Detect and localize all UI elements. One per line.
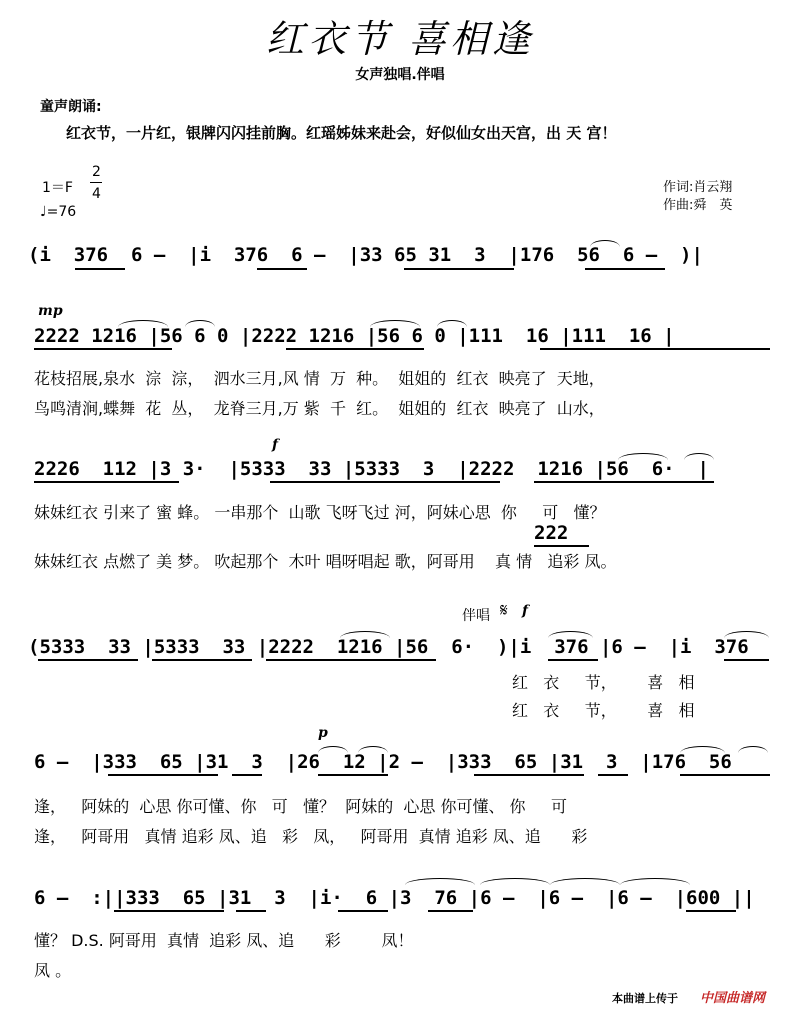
score-row-6-lyric-1: 懂？ D.S. 阿哥用 真情 追彩 凤、追 彩 凤！ xyxy=(34,931,414,950)
score-row-3-notes: 2226 112 |3 3· |5333 33 |5333 3 |2222 1216 |56 6· | xyxy=(34,458,709,480)
recitation-label: 童声朗诵: xyxy=(40,99,102,115)
underline xyxy=(152,659,252,661)
song-title: 红衣节 喜相逢 xyxy=(265,17,535,61)
dynamic-f: f xyxy=(272,437,279,453)
underline xyxy=(38,659,138,661)
recitation-text: 红衣节，一片红，银牌闪闪挂前胸。红瑶姊妹来赴会，好似仙女出天宫，出 天 宫！ xyxy=(66,124,617,142)
underline xyxy=(585,268,665,270)
underline xyxy=(34,348,172,350)
slur xyxy=(684,453,714,460)
song-subtitle: 女声独唱.伴唱 xyxy=(355,67,445,83)
accompany-marker: 伴唱 xyxy=(462,608,490,624)
underline xyxy=(75,268,125,270)
score-row-2-notes: 2222 1216 |56 6 0 |2222 1216 |56 6 0 |111 16 |111 16 | xyxy=(34,325,675,347)
slur xyxy=(370,320,420,327)
underline xyxy=(108,774,218,776)
underline xyxy=(598,774,628,776)
dynamic-mp: mp xyxy=(38,303,63,319)
score-row-4-notes: (5333 33 |5333 33 |2222 1216 |56 6· )|i 376 |6 – |i 376 xyxy=(28,636,749,658)
slur xyxy=(437,320,467,327)
segno-icon: 𝄋 xyxy=(500,600,508,621)
score-row-4-lyric-1: 红 衣 节， 喜 相 xyxy=(512,673,695,692)
slur xyxy=(480,878,550,885)
score-row-3-lyric-1: 妹妹红衣 引来了 蜜 蜂。 一串那个 山歌 飞呀飞过 河，阿妹心思 你 可 懂？ xyxy=(34,503,606,522)
lyricist-credit: 作词:肖云翔 xyxy=(663,180,733,195)
score-row-5-lyric-2: 逢， 阿哥用 真情 追彩 凤、追 彩 凤， 阿哥用 真情 追彩 凤、追 彩 xyxy=(34,827,588,846)
slur xyxy=(620,878,690,885)
slur xyxy=(358,746,388,753)
underline xyxy=(114,910,224,912)
site-logo: 中国曲谱网 xyxy=(700,991,766,1006)
slur xyxy=(185,320,215,327)
time-signature-bar xyxy=(90,182,102,183)
slur xyxy=(738,746,768,753)
underline xyxy=(548,659,598,661)
slur xyxy=(724,631,769,638)
underline xyxy=(540,348,770,350)
segno-dynamic-f: f xyxy=(522,603,529,619)
score-row-5-lyric-1: 逢， 阿妹的 心思 你可懂、你 可 懂？ 阿妹的 心思 你可懂、 你 可 xyxy=(34,797,567,816)
slur xyxy=(618,453,668,460)
underline xyxy=(338,910,388,912)
underline xyxy=(236,910,266,912)
key-signature: 1＝F xyxy=(42,180,73,196)
slur xyxy=(550,878,620,885)
underline xyxy=(680,774,770,776)
underline xyxy=(474,774,584,776)
underline xyxy=(232,774,262,776)
underline xyxy=(404,268,514,270)
score-row-5-notes: 6 – |333 65 |31 3 |26 12 |2 – |333 65 |31 3 |176 56 xyxy=(34,751,732,773)
score-row-1-notes: (i 376 6 – |i 376 6 – |33 65 31 3 |176 56 6 – )| xyxy=(28,244,703,266)
underline xyxy=(257,268,307,270)
slur xyxy=(680,746,725,753)
underline xyxy=(270,481,500,483)
underline xyxy=(686,910,736,912)
composer-credit: 作曲:舜 英 xyxy=(663,198,733,213)
score-row-3-lyric-2: 妹妹红衣 点燃了 美 梦。 吹起那个 木叶 唱呀唱起 歌，阿哥用 真 情 追彩 凤。 xyxy=(34,552,617,571)
score-row-2-lyric-2: 鸟鸣清涧,蝶舞 花 丛， 龙脊三月,万 紫 千 红。 姐姐的 红衣 映亮了 山水， xyxy=(34,399,605,418)
slur xyxy=(118,320,168,327)
score-row-6-lyric-2: 凤 。 xyxy=(34,961,72,980)
slur xyxy=(590,240,620,247)
underline xyxy=(318,774,388,776)
underline xyxy=(724,659,769,661)
underline xyxy=(534,545,589,547)
underline xyxy=(34,481,179,483)
underline xyxy=(266,659,436,661)
time-signature-bottom: 4 xyxy=(92,186,101,202)
underline xyxy=(428,910,473,912)
tempo-marking: ♩=76 xyxy=(40,204,77,220)
upload-note: 本曲谱上传于 xyxy=(612,992,678,1005)
slur xyxy=(318,746,348,753)
time-signature-top: 2 xyxy=(92,164,101,180)
slur xyxy=(405,878,475,885)
underline xyxy=(286,348,424,350)
underline xyxy=(534,481,714,483)
score-row-2-lyric-1: 花枝招展,泉水 淙 淙， 泗水三月,风 情 万 种。 姐姐的 红衣 映亮了 天地， xyxy=(34,369,605,388)
slur xyxy=(548,631,593,638)
score-row-6-notes: 6 – :||333 65 |31 3 |i· 6 |3 76 |6 – |6 – |6 – |600 || xyxy=(34,887,755,909)
dynamic-p: p xyxy=(318,725,328,741)
slur xyxy=(340,631,390,638)
score-row-3-upper-notes: 222 xyxy=(534,522,569,544)
score-row-4-lyric-2: 红 衣 节， 喜 相 xyxy=(512,701,695,720)
